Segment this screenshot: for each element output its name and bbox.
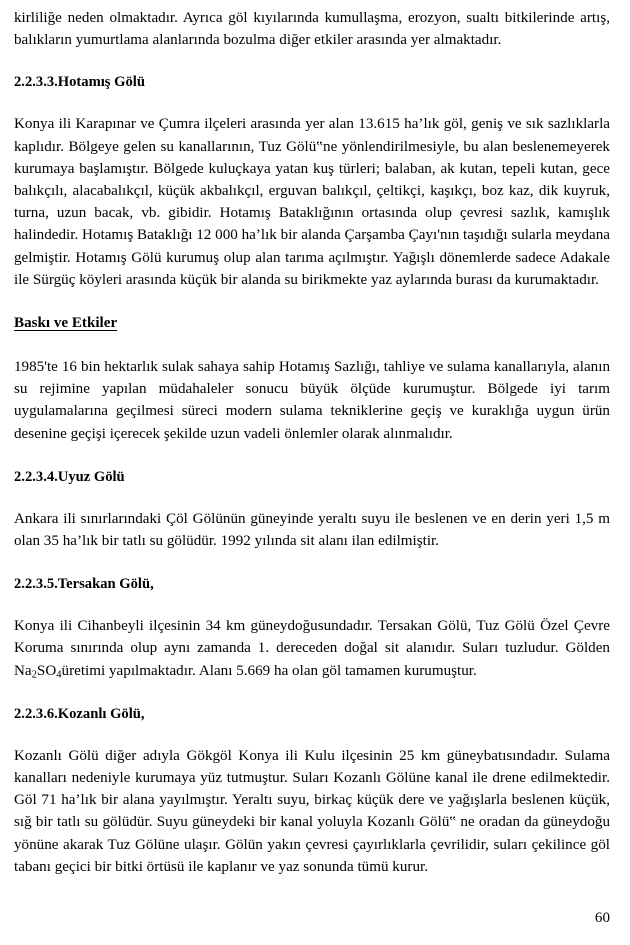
spacer: [14, 552, 610, 574]
spacer: [14, 92, 610, 113]
spacer: [14, 333, 610, 356]
heading-tersakan-golu: 2.2.3.5.Tersakan Gölü,: [14, 576, 154, 593]
heading-kozanli-golu: 2.2.3.6.Kozanlı Gölü,: [14, 705, 145, 722]
spacer: [14, 724, 610, 745]
spacer: [14, 487, 610, 508]
kozanli-golu-paragraph: Kozanlı Gölü diğer adıyla Gökgöl Konya ili Kulu ilçesinin 25 km güneybatısındadır. Sulama kanalları nedeniyle kurumaya yüz tutmuştur. Suları Kozanlı Gölüne kanal ile drene edilmektedir. Göl 71 ha’lık bir alana yayılmıştır. Yeraltı suyu, birkaç küçük dere ve yağışlarla beslenen küçük, sığ bir tatlı su gölüdür. Suyu güneydeki bir kanal yoluyla Kozanlı Gölü‟ ne oradan da güneydoğu yönüne akarak Tuz Gölüne ulaşır. Gölün yakın çevresi çayırlıklarla çevrilidir, suları çekilince göl tabanı geçici bir bitki örtüsü ile kaplanır ve yaz sonunda tümü kurur.: [14, 747, 610, 875]
chem-so: SO: [36, 662, 57, 679]
spacer: [14, 682, 610, 704]
intro-paragraph: kirliliğe neden olmaktadır. Ayrıca göl kıyılarında kumullaşma, erozyon, sualtı bitkilerinde artış, balıkların yumurtlama alanlarında bozulma diğer etkiler arasında yer almaktadır.: [14, 10, 610, 49]
tersakan-text-before: Konya ili Cihanbeyli ilçesinin 34 km güneydoğusundadır. Tersakan Gölü, Tuz Gölü Özel Çevre Koruma sınırında olup aynı zamanda 1. dereceden doğal sit alanıdır. Suları tuzludur. Gölden Na: [14, 618, 610, 679]
heading-hotamis-golu: 2.2.3.3.Hotamış Gölü: [14, 74, 145, 91]
baski-ve-etkiler-paragraph: 1985'te 16 bin hektarlık sulak sahaya sahip Hotamış Sazlığı, tahliye ve sulama kanallarıyla, alanın su rejimine yapılan müdahaleler sonucu büyük ölçüde kurumuştur. Bölgede iyi tarım uygulamalarına geçilmesi süreci modern sulama tekniklerine geçiş ve kuraklığa uygun ürün desenine geçişi içerecek şekilde uzun vadeli önlemler olarak alınmalıdır.: [14, 359, 610, 442]
subscript-two: 2: [31, 668, 37, 680]
hotamis-golu-paragraph: Konya ili Karapınar ve Çumra ilçeleri arasında yer alan 13.615 ha’lık göl, geniş ve sık sazlıklarla kaplıdır. Bölgeye gelen su kanallarının, Tuz Gölü‟ne yönlendirilmesiyle, bu alan beslenemeyerek kurumaya başlamıştır. Bölgede kuluçkaya yatan kuş türleri; balaban, ak kutan, tepeli kutan, gece balıkçılı, alacabalıkçıl, küçük akbalıkçıl, erguvan balıkçıl, çeltikçi, kaşıkçı, boz kaz, dik kuyruk, turna, uzun bacak, vb. gibidir. Hotamış Bataklığının ortasında olup çevresi sazlık, kamışlık halindedir. Hotamış Bataklığı 12 000 ha’lık bir alanda Çarşamba Çayı'nın taşıdığı sularla meydana gelmiştir. Hotamış Gölü kurumuş olup alan tarıma açılmıştır. Yağışlı dönemlerde sadece Adakale ile Sürgüç köyleri arasında küçük bir alanda su birikmekte yaz aylarında burası da kurumaktadır.: [14, 116, 610, 288]
spacer: [14, 445, 610, 467]
subscript-four: 4: [56, 668, 62, 680]
spacer: [14, 51, 610, 72]
tersakan-golu-paragraph: [14, 615, 610, 682]
spacer: [14, 291, 610, 313]
uyuz-golu-paragraph: Ankara ili sınırlarındaki Çöl Gölünün güneyinde yeraltı suyu ile beslenen ve en derin yeri 1,5 m olan 35 ha’lık bir tatlı su gölüdür. 1992 yılında sit alanı ilan edilmiştir.: [14, 510, 610, 550]
spacer: [14, 594, 610, 615]
page-number: 60: [594, 910, 610, 926]
tersakan-text-after: üretimi yapılmaktadır. Alanı 5.669 ha olan göl tamamen kurumuştur.: [61, 662, 477, 679]
heading-uyuz-golu: 2.2.3.4.Uyuz Gölü: [14, 468, 125, 485]
heading-baski-ve-etkiler: Baskı ve Etkiler: [14, 315, 118, 332]
